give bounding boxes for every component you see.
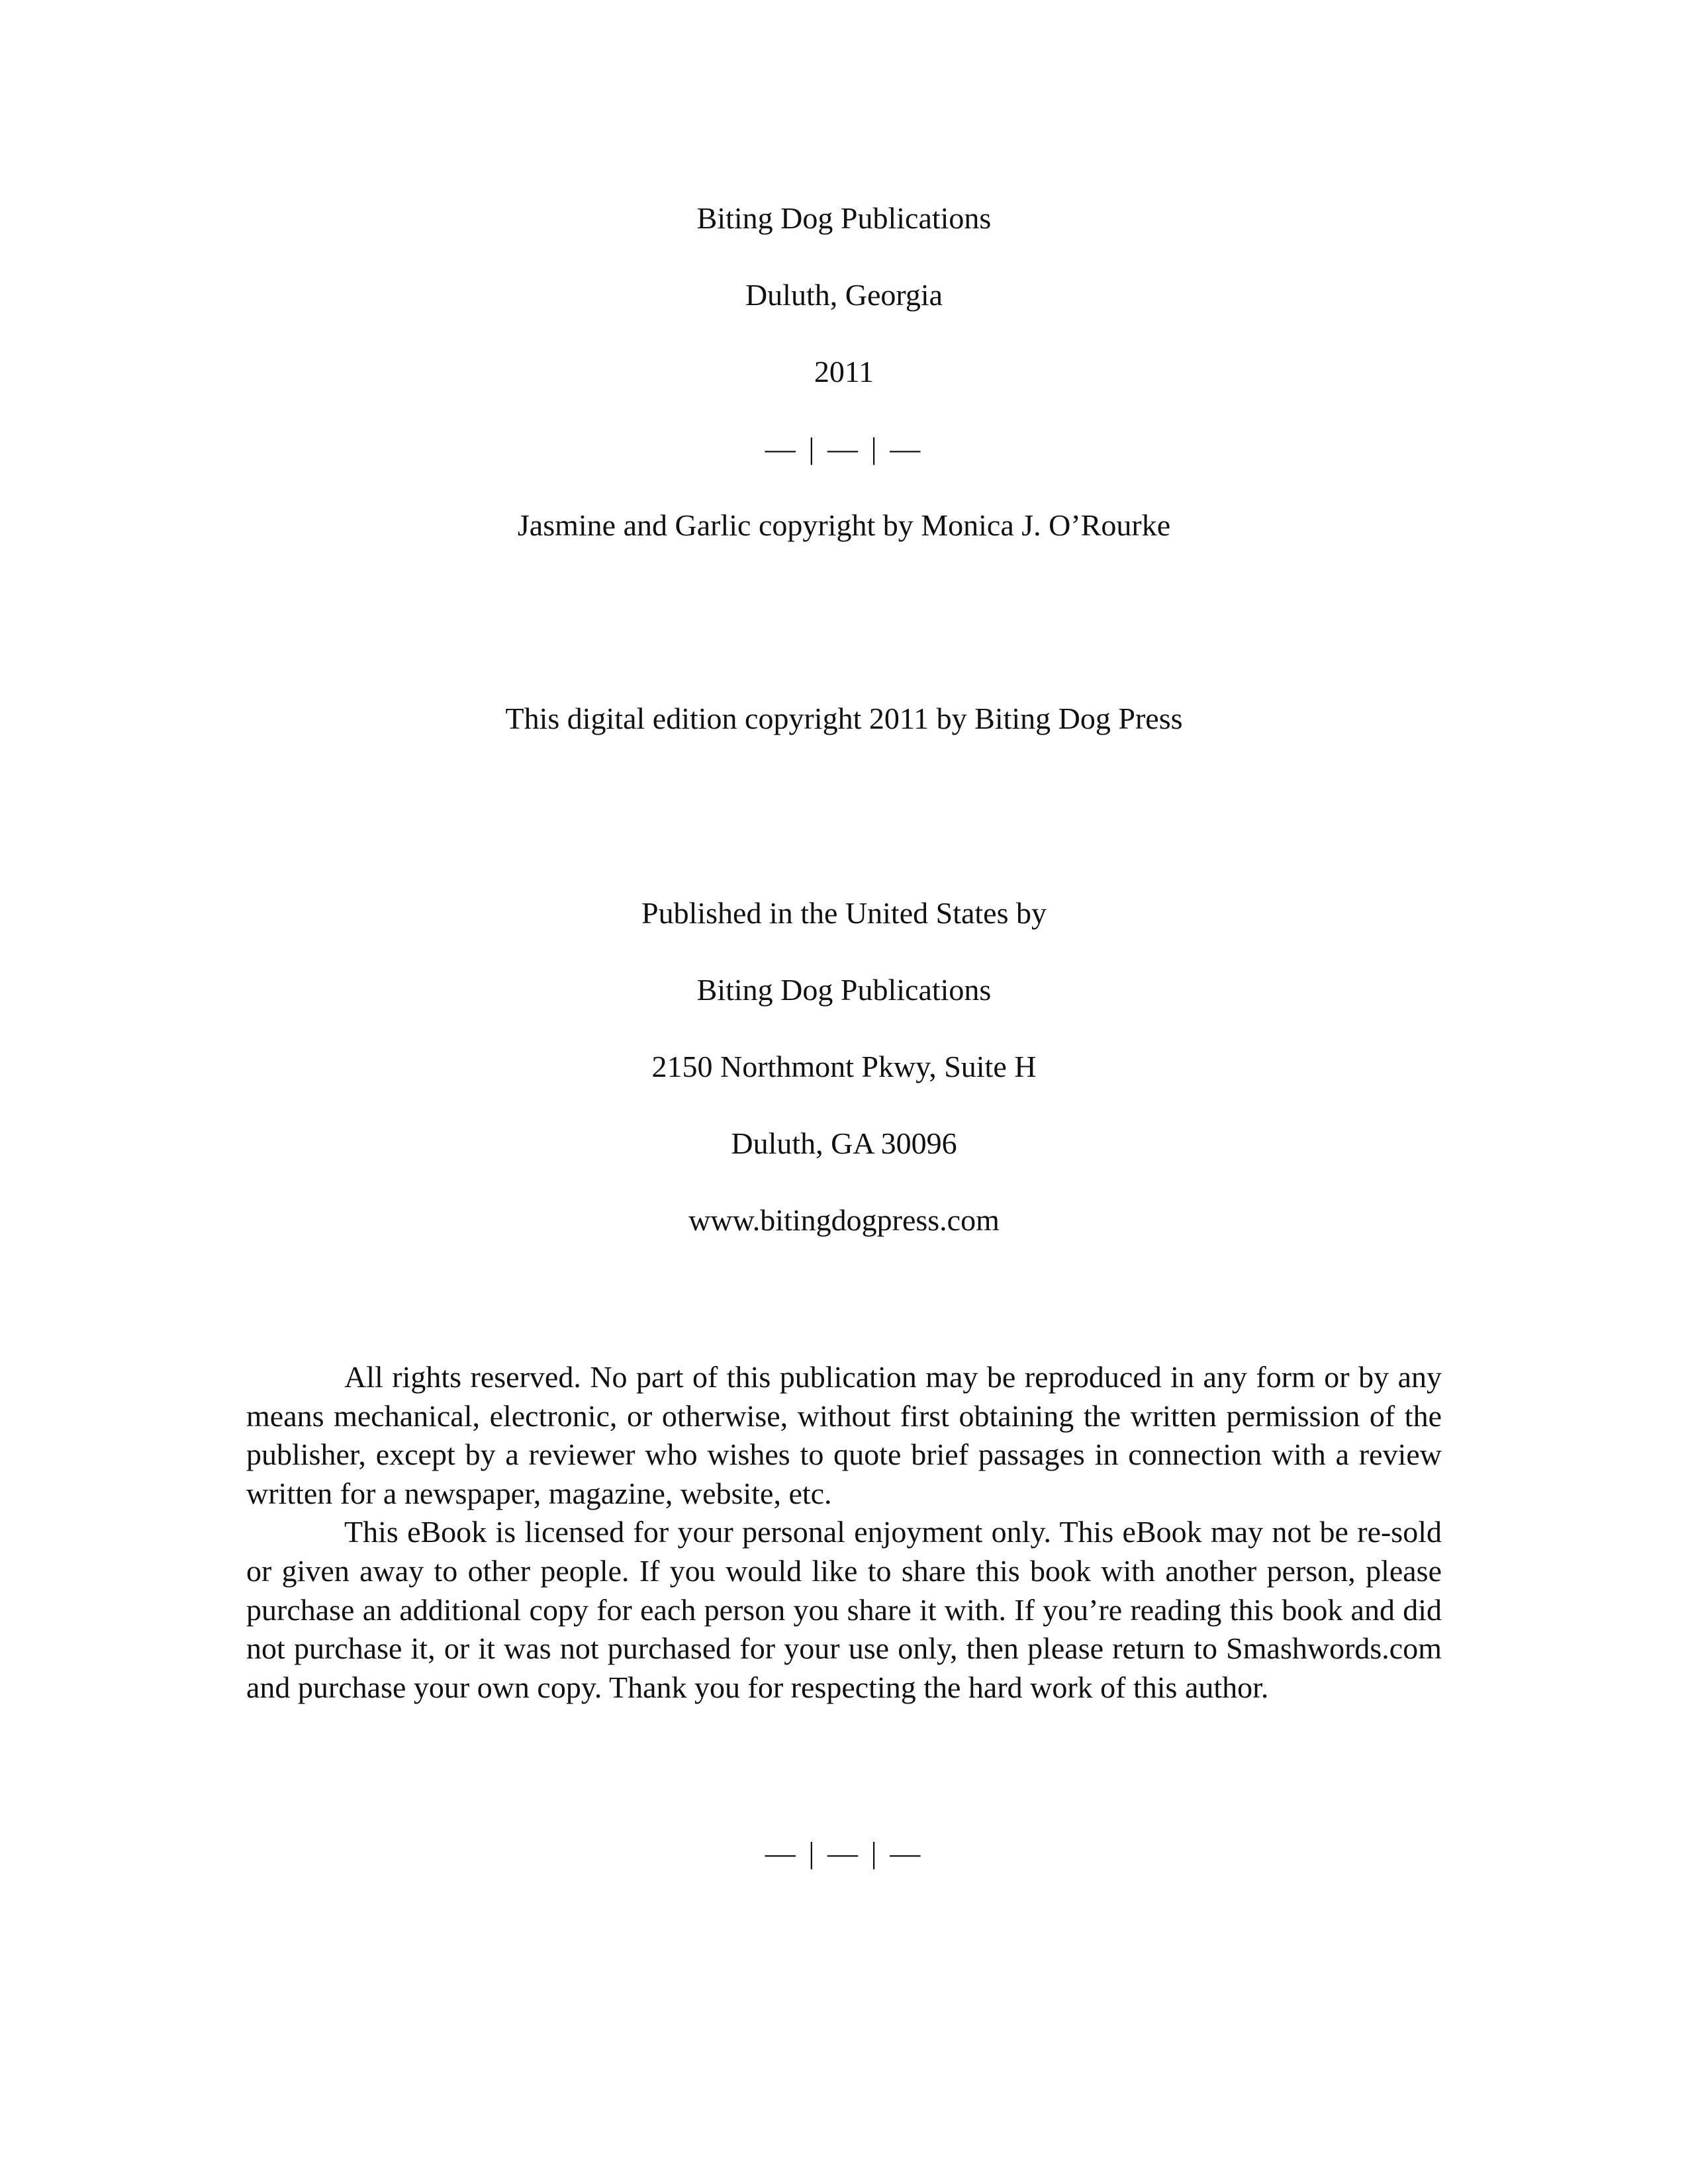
license-paragraph: This eBook is licensed for your personal enjoyment only. This eBook may not be re-sold or given away to other people. If you would like to share this book with another person, please purchase an additional copy for each person you share it with. If you’re reading this book and did not purchase it, or it was not purchased for your use only, then please return to Smashwords.com and purchase your own copy. Thank you for respecting the hard work of this author. xyxy=(246,1515,1442,1704)
footer-separator: — | — | — xyxy=(765,1836,923,1870)
publisher-name: Biting Dog Publications xyxy=(696,201,992,235)
work-copyright: Jasmine and Garlic copyright by Monica J. O’Rourke xyxy=(517,508,1171,542)
section-separator: — | — | — xyxy=(765,432,923,465)
publisher-street: 2150 Northmont Pkwy, Suite H xyxy=(651,1050,1037,1083)
legal-text xyxy=(246,1358,1442,1707)
rights-paragraph: All rights reserved. No part of this publication may be reproduced in any form or by any means mechanical, electronic, or otherwise, without first obtaining the written permission of the publisher, except by a reviewer who wishes to quote brief passages in connection with a review written for a newspaper, magazine, website, etc. xyxy=(246,1360,1442,1510)
published-by-intro: Published in the United States by xyxy=(641,896,1047,930)
publisher-website: www.bitingdogpress.com xyxy=(688,1203,1000,1237)
publisher-address-name: Biting Dog Publications xyxy=(696,973,992,1007)
publisher-city: Duluth, Georgia xyxy=(745,278,943,312)
digital-edition-copyright: This digital edition copyright 2011 by Biting Dog Press xyxy=(505,702,1183,735)
publisher-city-zip: Duluth, GA 30096 xyxy=(731,1126,957,1160)
publication-year: 2011 xyxy=(814,355,874,388)
